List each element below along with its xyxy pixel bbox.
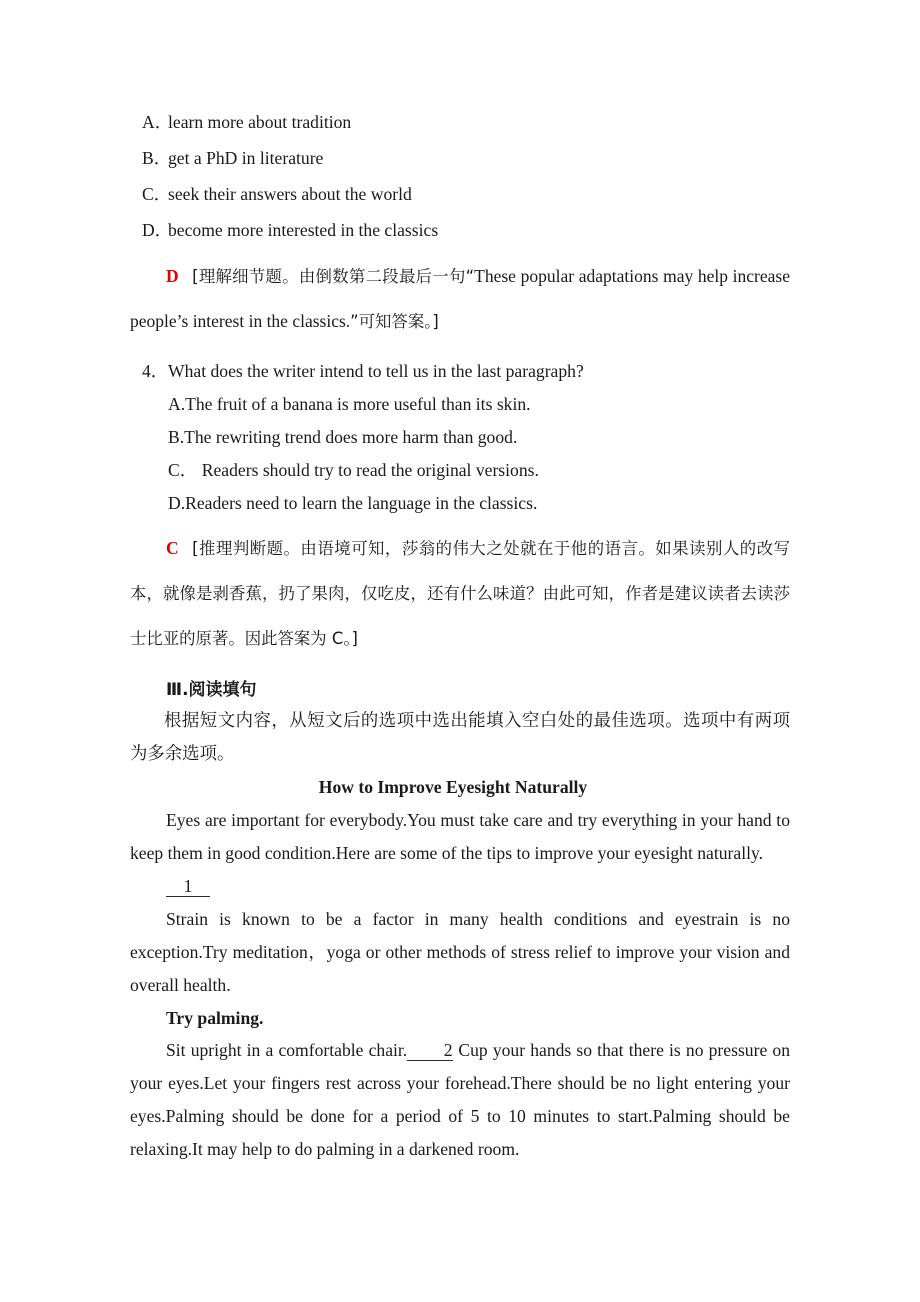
article-title: How to Improve Eyesight Naturally	[318, 777, 588, 797]
question4-option-c	[130, 454, 790, 487]
question4-option-d-text: Readers need to learn the language in the classics.	[185, 493, 538, 513]
blank-2[interactable]: 2	[407, 1041, 453, 1061]
paragraph-3-before: Sit upright in a comfortable chair.	[166, 1040, 408, 1060]
section-heading: Ⅲ.阅读填句	[166, 680, 257, 700]
question3-answer-block	[130, 254, 790, 344]
question3-quote-text: These popular adaptations may help increase people’s interest in the classics.	[130, 266, 790, 331]
passage-paragraph-1: Eyes are important for everybody.You must take care and try everything in your hand to keep them in good condition.Here are some of the tips to improve your eyesight naturally.	[130, 810, 790, 863]
question3-option-list	[130, 104, 790, 248]
question3-answer-letter: D	[166, 266, 180, 286]
option-d	[130, 212, 790, 248]
option-d-text: become more interested in the classics	[168, 220, 439, 240]
blank-1-line	[130, 870, 790, 903]
question4-explanation-text: [推理判断题。由语境可知，莎翁的伟大之处就在于他的语言。如果读别人的改写本，就像是剥香蕉，扔了果肉，仅吃皮，还有什么味道？由此可知，作者是建议读者去读莎士比亚的原著。因此答案为 C。]	[130, 539, 790, 648]
question3-explanation-open: [理解细节题。由倒数第二段最后一句	[192, 267, 466, 286]
passage-subheading: Try palming.	[166, 1008, 264, 1028]
question4-option-d-label: D.	[168, 493, 186, 513]
question4-option-b	[130, 421, 790, 454]
question4-option-c-label: C．	[168, 460, 198, 480]
question4-stem	[130, 354, 790, 388]
question4-option-d	[130, 487, 790, 520]
option-c-text: seek their answers about the world	[168, 184, 412, 204]
quote-open: “	[465, 267, 475, 286]
option-c-label: C．	[142, 184, 172, 204]
option-c	[130, 176, 790, 212]
quote-close: ”	[350, 312, 359, 331]
blank-1[interactable]: 1	[166, 876, 210, 897]
passage-paragraph-2: Strain is known to be a factor in many health conditions and eyestrain is no exception.Try meditation，yoga or other methods of stress relief to improve your vision and overall health.	[130, 909, 790, 995]
question4-answer-letter: C	[166, 538, 180, 558]
question4-option-a-text: The fruit of a banana is more useful than its skin.	[185, 394, 531, 414]
option-a-text: learn more about tradition	[168, 112, 352, 132]
option-b-label: B．	[142, 148, 172, 168]
section-instruction: 根据短文内容，从短文后的选项中选出能填入空白处的最佳选项。选项中有两项为多余选项。	[130, 711, 790, 764]
paragraph-3-after: Cup your hands so that there is no pressure on your eyes.Let your fingers rest across your forehead.There should be no light entering your eyes.Palming should be done for a period of 5 to 10 minutes to start.Palming should be relaxing.It may help to do palming in a darkened room.	[130, 1040, 790, 1159]
question4-option-b-label: B.	[168, 427, 185, 447]
question4-option-a	[130, 388, 790, 421]
question4-answer-block	[130, 526, 790, 661]
question4-number: 4．	[142, 361, 169, 381]
option-a	[130, 104, 790, 140]
question4-option-b-text: The rewriting trend does more harm than good.	[184, 427, 518, 447]
option-d-label: D．	[142, 220, 173, 240]
option-b	[130, 140, 790, 176]
option-a-label: A．	[142, 112, 173, 132]
question4-option-c-text: Readers should try to read the original versions.	[201, 460, 539, 480]
question3-explanation-close: 可知答案。]	[358, 312, 439, 331]
question4-option-a-label: A.	[168, 394, 186, 414]
option-b-text: get a PhD in literature	[168, 148, 324, 168]
question4-stem-text: What does the writer intend to tell us in the last paragraph?	[168, 361, 584, 381]
passage-paragraph-3	[130, 1034, 790, 1166]
